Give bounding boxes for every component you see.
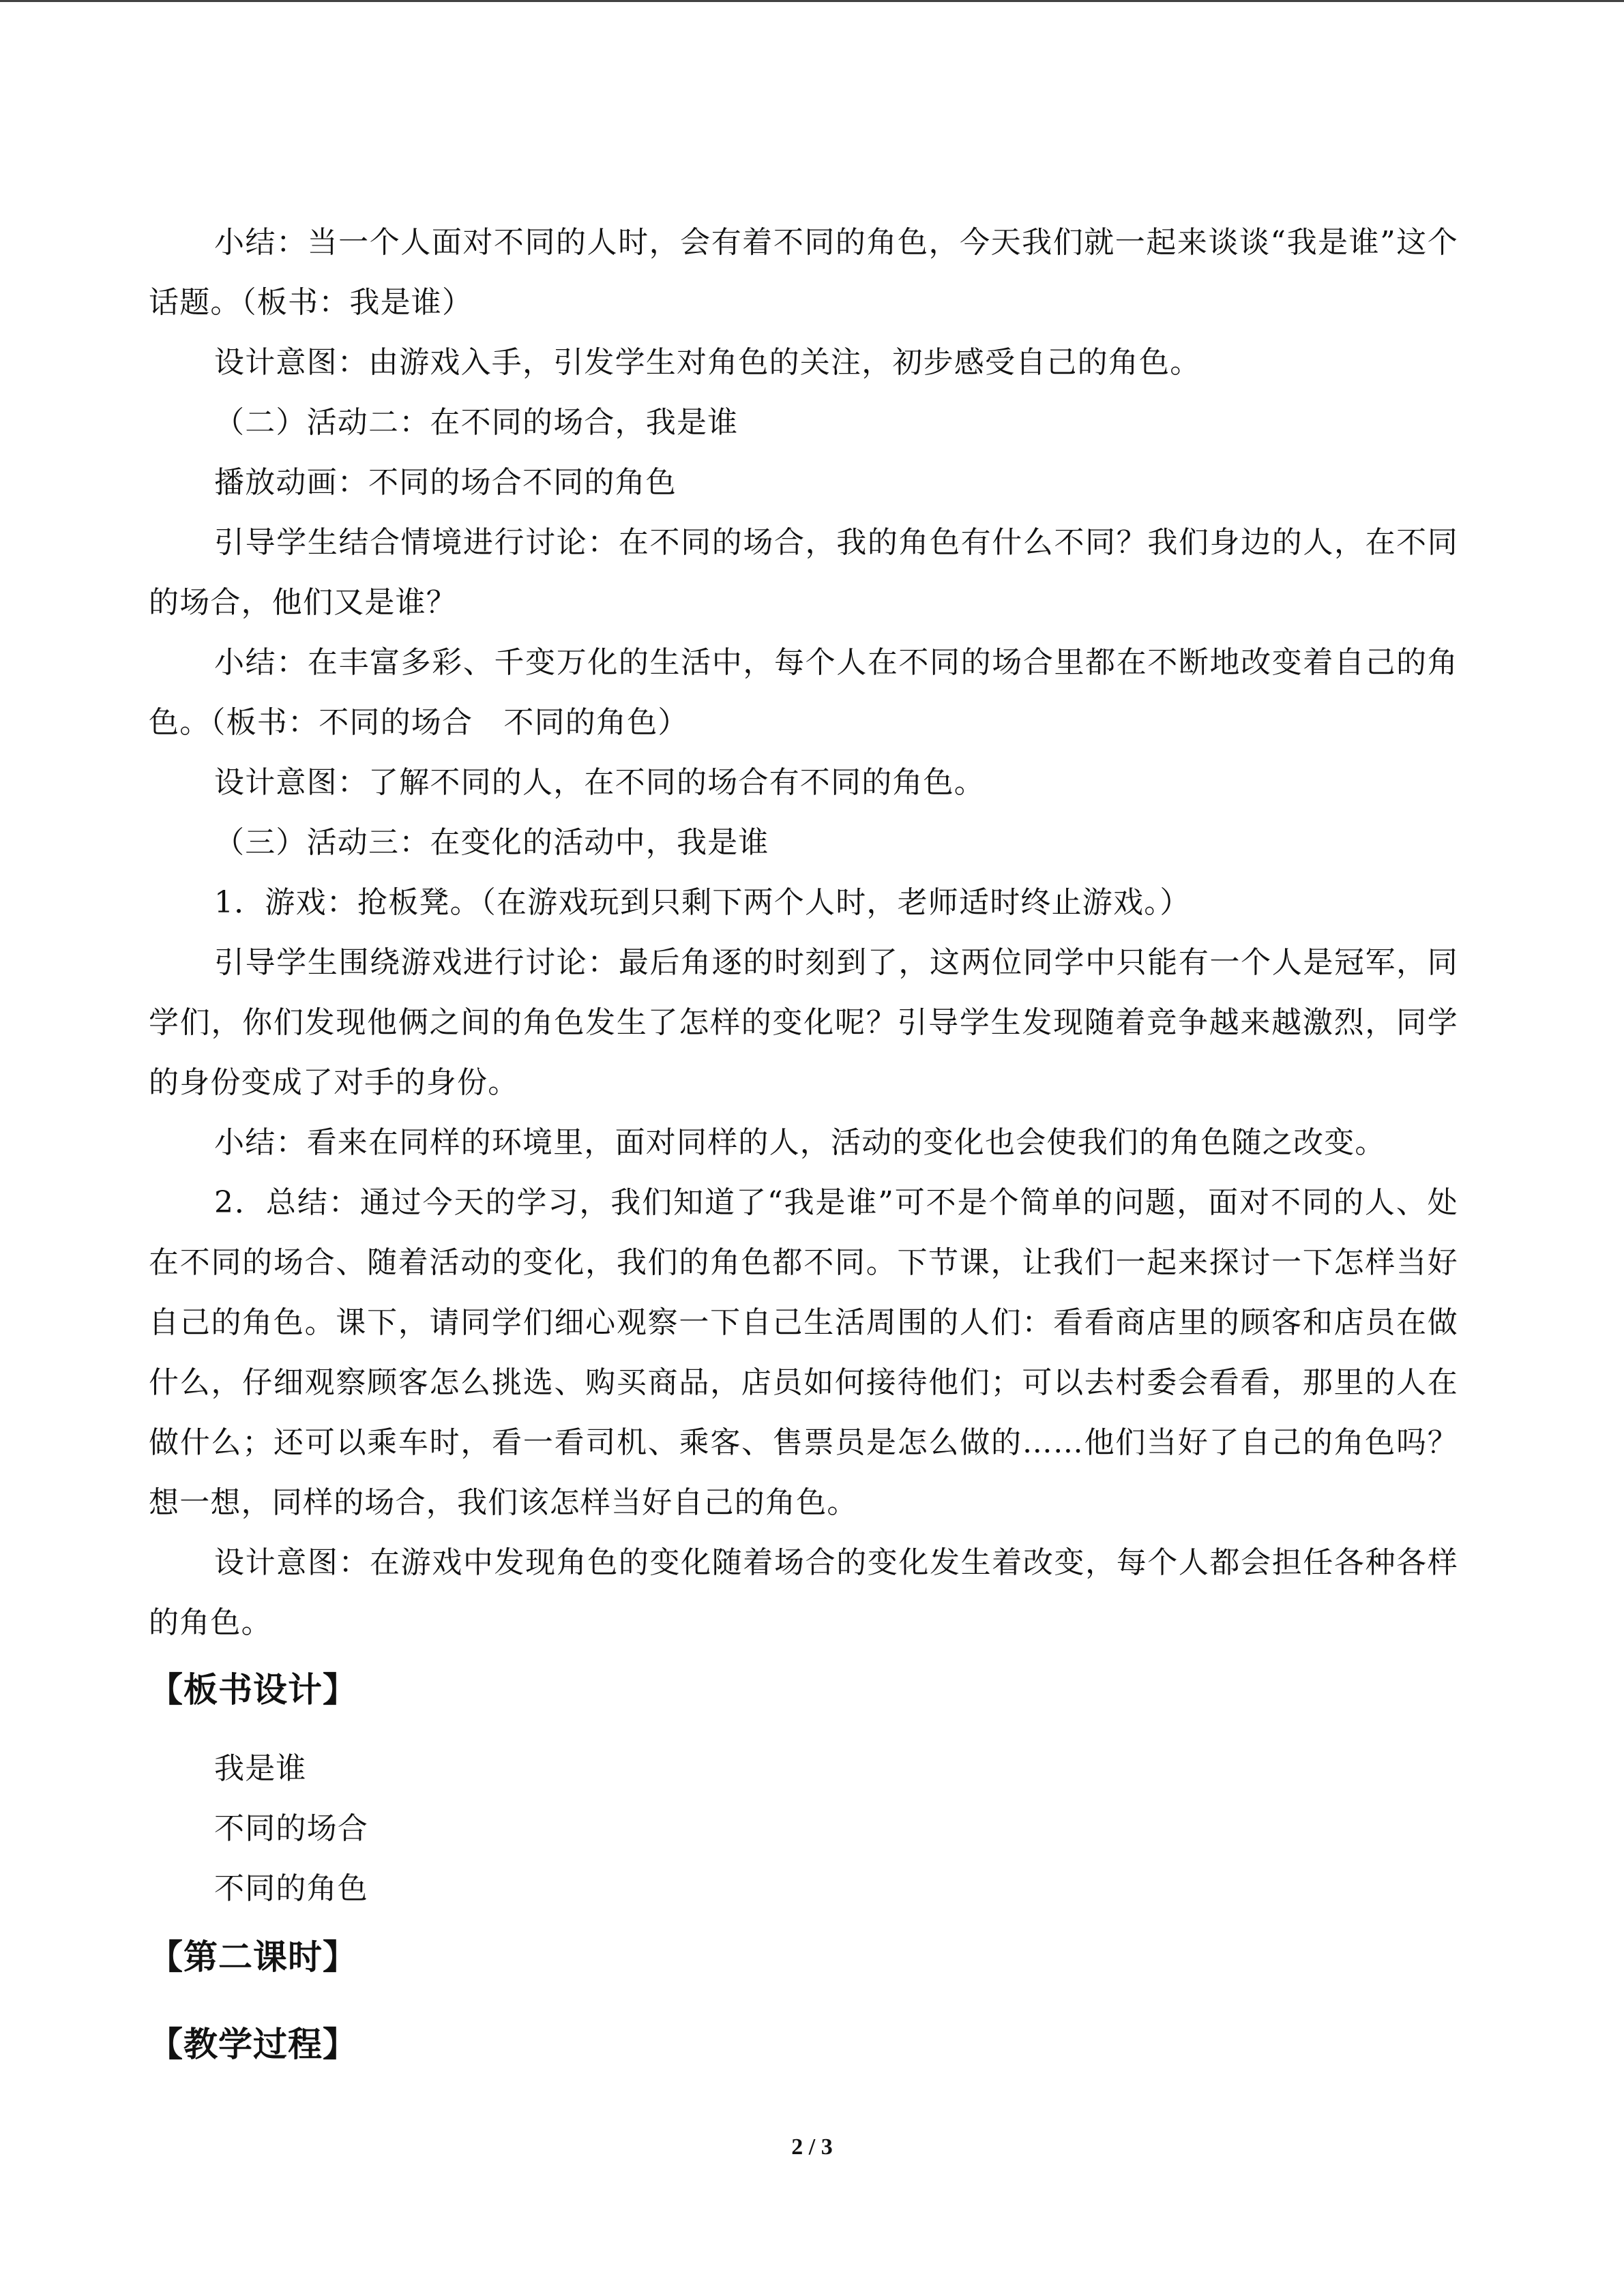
paragraph-summary-3: 小结：看来在同样的环境里，面对同样的人，活动的变化也会使我们的角色随之改变。 bbox=[214, 1125, 1386, 1160]
board-design-content bbox=[149, 1739, 1458, 1919]
paragraph-summary-1: 小结：当一个人面对不同的人时，会有着不同的角色，今天我们就一起来谈谈“我是谁”这个话题。（板书：我是谁） bbox=[149, 225, 1458, 320]
paragraph-play-animation: 播放动画：不同的场合不同的角色 bbox=[214, 465, 677, 500]
paragraph-design-intent-2: 设计意图：了解不同的人，在不同的场合有不同的角色。 bbox=[214, 765, 985, 800]
paragraph-design-intent-3: 设计意图：在游戏中发现角色的变化随着场合的变化发生着改变，每个人都会担任各种各样的角色。 bbox=[149, 1545, 1458, 1640]
paragraph-design-intent-1: 设计意图：由游戏入手，引发学生对角色的关注，初步感受自己的角色。 bbox=[214, 345, 1201, 380]
board-line-who-am-i: 我是谁 bbox=[214, 1751, 307, 1786]
paragraph-guide-discussion-2: 引导学生围绕游戏进行讨论：最后角逐的时刻到了，这两位同学中只能有一个人是冠军，同学们，你们发现他俩之间的角色发生了怎样的变化呢？引导学生发现随着竞争越来越激烈，同学的身份变成了对手的身份。 bbox=[149, 945, 1458, 1100]
paragraph-game: 1．游戏：抢板凳。（在游戏玩到只剩下两个人时，老师适时终止游戏。） bbox=[214, 885, 1191, 920]
board-design-heading: 【板书设计】 bbox=[149, 1670, 357, 1710]
paragraph-activity-2-title: （二）活动二：在不同的场合，我是谁 bbox=[214, 405, 739, 440]
board-line-different-occasions: 不同的场合 bbox=[214, 1811, 368, 1846]
top-border-line bbox=[0, 0, 1624, 2]
paragraph-activity-3-title: （三）活动三：在变化的活动中，我是谁 bbox=[214, 825, 769, 860]
paragraph-guide-discussion-1: 引导学生结合情境进行讨论：在不同的场合，我的角色有什么不同？我们身边的人，在不同的场合，他们又是谁？ bbox=[149, 525, 1458, 620]
document-body bbox=[149, 213, 1458, 2078]
second-lesson-heading: 【第二课时】 bbox=[149, 1937, 357, 1977]
teaching-process-heading: 【教学过程】 bbox=[149, 2025, 357, 2064]
paragraph-conclusion: 2．总结：通过今天的学习，我们知道了“我是谁”可不是个简单的问题，面对不同的人、处在不同的场合、随着活动的变化，我们的角色都不同。下节课，让我们一起来探讨一下怎样当好自己的角色。课下，请同学们细心观察一下自己生活周围的人们：看看商店里的顾客和店员在做什么，仔细观察顾客怎么挑选、购买商品，店员如何接待他们；可以去村委会看看，那里的人在做什么；还可以乘车时，看一看司机、乘客、售票员是怎么做的……他们当好了自己的角色吗？想一想，同样的场合，我们该怎样当好自己的角色。 bbox=[149, 1185, 1458, 1520]
paragraph-summary-2: 小结：在丰富多彩、千变万化的生活中，每个人在不同的场合里都在不断地改变着自己的角色。（板书：不同的场合 不同的角色） bbox=[149, 645, 1458, 740]
board-line-different-roles: 不同的角色 bbox=[214, 1871, 368, 1906]
page-number: 2 / 3 bbox=[791, 2134, 833, 2160]
